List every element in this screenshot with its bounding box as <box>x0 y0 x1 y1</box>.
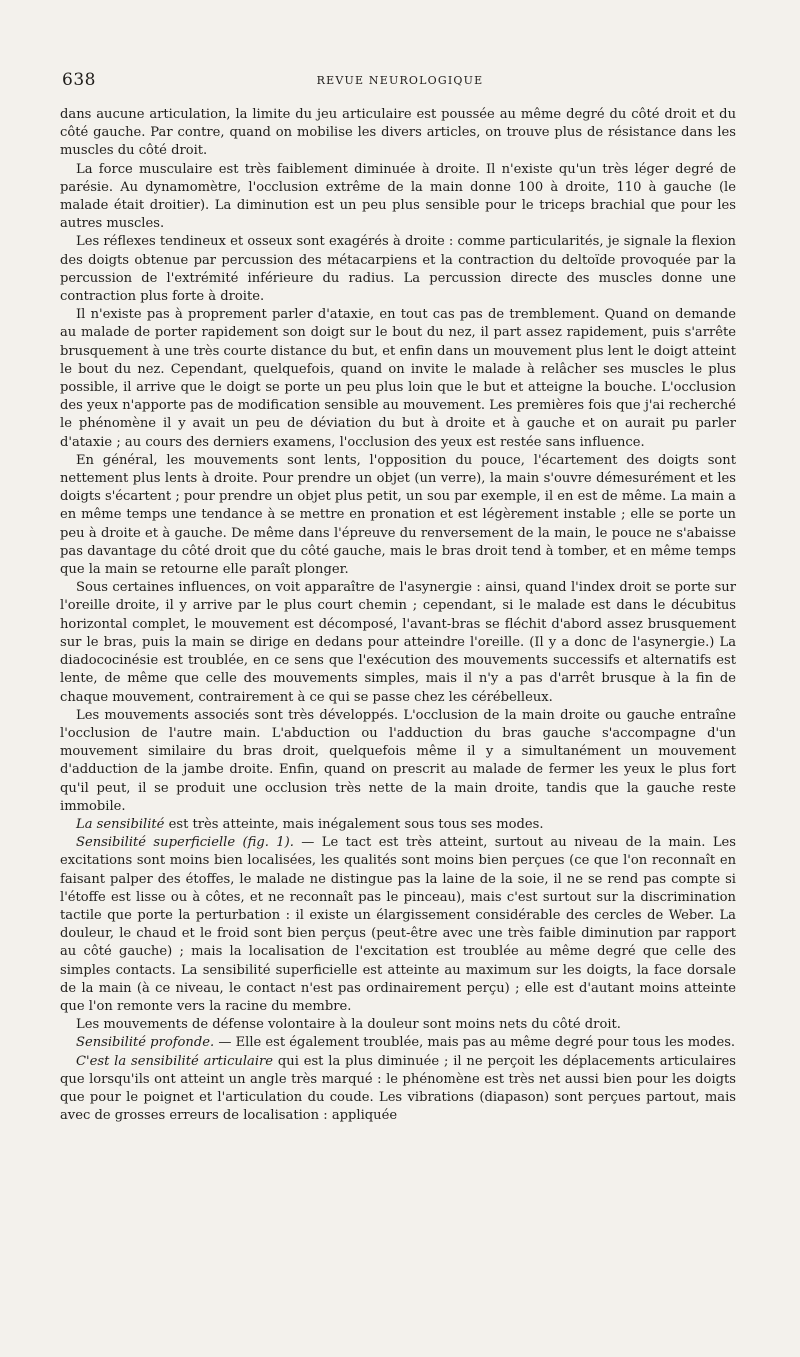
paragraph: dans aucune articulation, la limite du jeu articulaire est poussée au même degré du côté droit et du côté gauche. Par contre, quand on mobilise les divers articles, on trouve plus de résistance dans les muscles du côté droit. <box>60 107 736 159</box>
page-header <box>62 70 738 92</box>
paragraph: C'est la sensibilité articulaire qui est la plus diminuée ; il ne perçoit les déplacements articulaires que lorsqu'ils ont atteint un angle très marqué : le phénomène est très net aussi bien pour les doigts que pour le poignet et l'articulation du coude. Les vibrations (diapason) sont perçues partout, mais avec de grosses erreurs de localisation : appliquée <box>60 1053 736 1124</box>
paragraph: Les réflexes tendineux et osseux sont exagérés à droite : comme particularités, je signale la flexion des doigts obtenue par percussion des métacarpiens et la contraction du deltoïde provoquée par la percussion de l'extrémité inférieure du radius. La percussion directe des muscles donne une contraction plus forte à droite. <box>60 234 736 305</box>
paragraph: La sensibilité est très atteinte, mais inégalement sous tous ses modes. <box>76 816 544 832</box>
paragraph-lead: Sensibilité profonde. <box>76 1035 215 1051</box>
paragraph-lead: C'est la sensibilité articulaire <box>76 1053 274 1069</box>
paragraph: Sensibilité superficielle (fig. 1). — Le tact est très atteint, surtout au niveau de la main. Les excitations sont moins bien localisées, les qualités sont moins bien perçues (ce que l'on reconnaît en faisant palper des étoffes, le malade ne distingue pas la laine de la soie, il ne se rend pas compte si l'étoffe est lisse ou à côtes, et ne reconnaît pas le pinceau), mais c'est surtout sur la discrimination tactile que porte la perturbation : il existe un élargissement considérable des cercles de Weber. La douleur, le chaud et le froid sont bien perçus (peut-être avec une très faible diminution par rapport au côté gauche) ; mais la localisation de l'excitation est troublée au même degré que celle des simples contacts. La sensibilité superficielle est atteinte au maximum sur les doigts, la face dorsale de la main (à ce niveau, le contact n'est pas ordinairement perçu) ; elle est d'autant moins atteinte que l'on remonte vers la racine du membre. <box>60 835 736 1014</box>
page-number: 638 <box>62 70 96 90</box>
paragraph: Les mouvements associés sont très développés. L'occlusion de la main droite ou gauche entraîne l'occlusion de l'autre main. L'abduction ou l'adduction du bras gauche s'accompagne d'un mouvement similaire du bras droit, quelquefois même il y a simultanément un mouvement d'adduction de la jambe droite. Enfin, quand on prescrit au malade de fermer les yeux le plus fort qu'il peut, il se produit une occlusion très nette de la main droite, tandis que la gauche reste immobile. <box>60 707 736 814</box>
paragraph-lead: Sensibilité superficielle (fig. 1). <box>76 835 294 851</box>
paragraph: Les mouvements de défense volontaire à la douleur sont moins nets du côté droit. <box>76 1017 621 1033</box>
paragraph: Il n'existe pas à proprement parler d'ataxie, en tout cas pas de tremblement. Quand on demande au malade de porter rapidement son doigt sur le bout du nez, il part assez rapidement, puis s'arrête brusquement à une très courte distance du but, et enfin dans un mouvement plus lent le doigt atteint le bout du nez. Cependant, quelquefois, quand on invite le malade à relâcher ses muscles le plus possible, il arrive que le doigt se porte un peu plus loin que le but et atteigne la bouche. L'occlusion des yeux n'apporte pas de modification sensible au mouvement. Les premières fois que j'ai recherché le phénomène il y avait un peu de déviation du but à droite et à gauche et on aurait pu parler d'ataxie ; au cours des derniers examens, l'occlusion des yeux est restée sans influence. <box>60 307 736 450</box>
paragraph: La force musculaire est très faiblement diminuée à droite. Il n'existe qu'un très léger degré de parésie. Au dynamomètre, l'occlusion extrême de la main donne 100 à droite, 110 à gauche (le malade était droitier). La diminution est un peu plus sensible pour le triceps brachial que pour les autres muscles. <box>60 161 736 232</box>
paragraph: En général, les mouvements sont lents, l'opposition du pouce, l'écartement des doigts sont nettement plus lents à droite. Pour prendre un objet (un verre), la main s'ouvre démesurément et les doigts s'écartent ; pour prendre un objet plus petit, un sou par exemple, il en est de même. La main a en même temps une tendance à se mettre en pronation et est légèrement instable ; elle se porte un peu à droite et à gauche. De même dans l'épreuve du renversement de la main, le pouce ne s'abaisse pas davantage du côté droit que du côté gauche, mais le bras droit tend à tomber, et en même temps que la main se retourne elle paraît plonger. <box>60 452 736 578</box>
paragraph: Sous certaines influences, on voit apparaître de l'asynergie : ainsi, quand l'index droit se porte sur l'oreille droite, il y arrive par le plus court chemin ; cependant, si le malade est dans le décubitus horizontal complet, le mouvement est décomposé, l'avant-bras se fléchit d'abord assez brusquement sur le bras, puis la main se dirige en dedans pour atteindre l'oreille. (Il y a donc de l'asynergie.) La diadococinésie est troublée, en ce sens que l'exécution des mouvements successifs et alternatifs est lente, de même que celle des mouvements simples, mais il n'y a pas d'arrêt brusque à la fin de chaque mouvement, contrairement à ce qui se passe chez les cérébelleux. <box>60 580 736 705</box>
paragraph-lead: La sensibilité <box>76 816 165 832</box>
article-body <box>60 106 736 1125</box>
running-title: REVUE NEUROLOGIQUE <box>316 74 484 87</box>
paragraph: Sensibilité profonde. — Elle est également troublée, mais pas au même degré pour tous les modes. <box>76 1035 736 1051</box>
